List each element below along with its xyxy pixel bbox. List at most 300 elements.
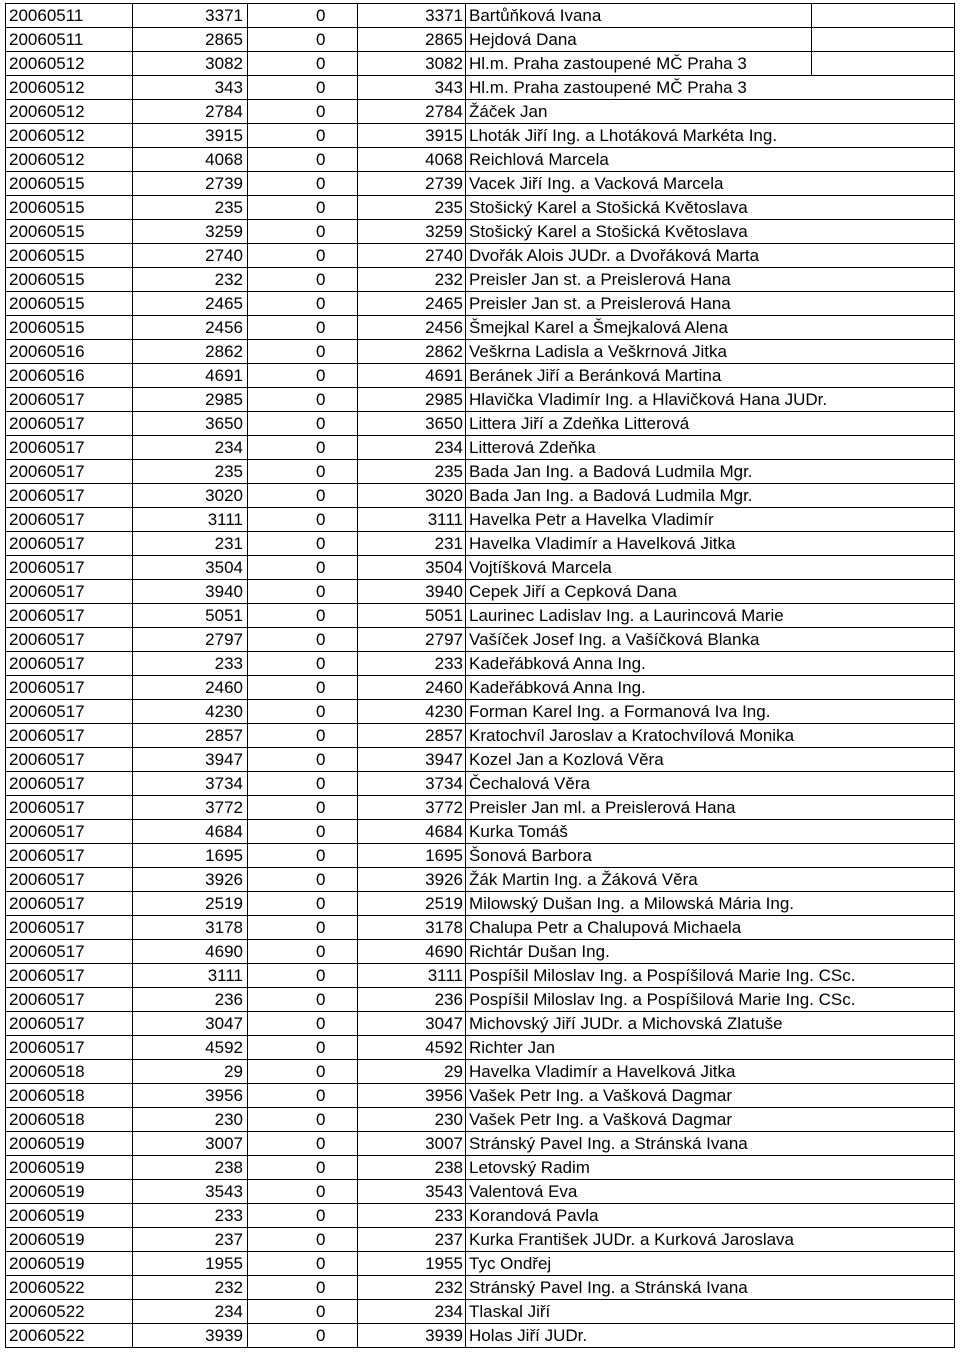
parcel-number-cell: 5051: [132, 604, 247, 627]
zero-value-cell: 0: [247, 124, 357, 147]
zero-value-cell: 0: [247, 556, 357, 579]
zero-value-cell: 0: [247, 868, 357, 891]
parcel-number-cell: 231: [132, 532, 247, 555]
table-row: [5, 1012, 955, 1036]
table-row: [5, 916, 955, 940]
parcel-number-cell: 3047: [132, 1012, 247, 1035]
parcel-number-repeat-cell: 236: [357, 988, 465, 1011]
parcel-number-repeat-cell: 5051: [357, 604, 465, 627]
parcel-number-cell: 3926: [132, 868, 247, 891]
date-cell: 20060517: [5, 436, 132, 459]
table-row: [5, 1132, 955, 1156]
table-row: [5, 316, 955, 340]
date-cell: 20060517: [5, 484, 132, 507]
zero-value-cell: 0: [247, 1060, 357, 1083]
parcel-number-repeat-cell: 3543: [357, 1180, 465, 1203]
zero-value-cell: 0: [247, 316, 357, 339]
table-row: [5, 1036, 955, 1060]
owner-name-cell: Littera Jiří a Zdeňka Litterová: [465, 412, 955, 435]
parcel-number-repeat-cell: 3947: [357, 748, 465, 771]
parcel-number-cell: 3734: [132, 772, 247, 795]
table-row: [5, 508, 955, 532]
zero-value-cell: 0: [247, 988, 357, 1011]
parcel-number-cell: 230: [132, 1108, 247, 1131]
zero-value-cell: 0: [247, 1132, 357, 1155]
parcel-number-repeat-cell: 2739: [357, 172, 465, 195]
table-row: [5, 388, 955, 412]
parcel-number-repeat-cell: 3956: [357, 1084, 465, 1107]
parcel-number-cell: 3940: [132, 580, 247, 603]
zero-value-cell: 0: [247, 100, 357, 123]
owner-name-cell: Dvořák Alois JUDr. a Dvořáková Marta: [465, 244, 955, 267]
parcel-number-repeat-cell: 3047: [357, 1012, 465, 1035]
date-cell: 20060516: [5, 364, 132, 387]
date-cell: 20060519: [5, 1228, 132, 1251]
table-row: [5, 940, 955, 964]
parcel-number-repeat-cell: 3940: [357, 580, 465, 603]
owner-name-cell: Reichlová Marcela: [465, 148, 955, 171]
table-row: [5, 4, 955, 28]
date-cell: 20060519: [5, 1180, 132, 1203]
zero-value-cell: 0: [247, 676, 357, 699]
owner-name-cell: Hl.m. Praha zastoupené MČ Praha 3: [465, 76, 955, 99]
table-row: [5, 1276, 955, 1300]
parcel-number-repeat-cell: 2857: [357, 724, 465, 747]
parcel-number-repeat-cell: 230: [357, 1108, 465, 1131]
parcel-number-cell: 3259: [132, 220, 247, 243]
table-row: [5, 1084, 955, 1108]
zero-value-cell: 0: [247, 892, 357, 915]
parcel-number-cell: 233: [132, 1204, 247, 1227]
parcel-number-cell: 4690: [132, 940, 247, 963]
table-row: [5, 412, 955, 436]
table-row: [5, 844, 955, 868]
date-cell: 20060519: [5, 1204, 132, 1227]
parcel-number-cell: 3947: [132, 748, 247, 771]
parcel-number-repeat-cell: 2740: [357, 244, 465, 267]
zero-value-cell: 0: [247, 652, 357, 675]
parcel-number-cell: 4684: [132, 820, 247, 843]
parcel-number-repeat-cell: 234: [357, 436, 465, 459]
owner-name-cell: Beránek Jiří a Beránková Martina: [465, 364, 955, 387]
parcel-number-repeat-cell: 3111: [357, 964, 465, 987]
table-row: [5, 124, 955, 148]
date-cell: 20060517: [5, 748, 132, 771]
owner-name-cell: Stošický Karel a Stošická Květoslava: [465, 196, 955, 219]
date-cell: 20060517: [5, 796, 132, 819]
zero-value-cell: 0: [247, 724, 357, 747]
owner-name-cell: Preisler Jan ml. a Preislerová Hana: [465, 796, 955, 819]
date-cell: 20060512: [5, 100, 132, 123]
parcel-number-repeat-cell: 3734: [357, 772, 465, 795]
owner-name-cell: Kadeřábková Anna Ing.: [465, 652, 955, 675]
owner-name-cell: Stránský Pavel Ing. a Stránská Ivana: [465, 1276, 955, 1299]
parcel-number-cell: 232: [132, 268, 247, 291]
zero-value-cell: 0: [247, 1204, 357, 1227]
owner-name-cell: Čechalová Věra: [465, 772, 955, 795]
table-row: [5, 820, 955, 844]
date-cell: 20060522: [5, 1300, 132, 1323]
owner-name-cell: Vašek Petr Ing. a Vašková Dagmar: [465, 1108, 955, 1131]
owner-name-cell: Žáček Jan: [465, 100, 955, 123]
owner-name-cell: Letovský Radim: [465, 1156, 955, 1179]
parcel-number-repeat-cell: 4592: [357, 1036, 465, 1059]
date-cell: 20060519: [5, 1156, 132, 1179]
table-row: [5, 988, 955, 1012]
parcel-number-repeat-cell: 1955: [357, 1252, 465, 1275]
parcel-number-repeat-cell: 4068: [357, 148, 465, 171]
parcel-number-repeat-cell: 3926: [357, 868, 465, 891]
date-cell: 20060516: [5, 340, 132, 363]
table-row: [5, 52, 955, 76]
zero-value-cell: 0: [247, 1084, 357, 1107]
parcel-number-repeat-cell: 29: [357, 1060, 465, 1083]
zero-value-cell: 0: [247, 796, 357, 819]
owner-name-cell: Vojtíšková Marcela: [465, 556, 955, 579]
table-row: [5, 1252, 955, 1276]
owner-name-cell: Forman Karel Ing. a Formanová Iva Ing.: [465, 700, 955, 723]
owner-name-cell: Bartůňková Ivana: [465, 4, 955, 27]
date-cell: 20060517: [5, 988, 132, 1011]
date-cell: 20060517: [5, 604, 132, 627]
table-row: [5, 868, 955, 892]
parcel-number-repeat-cell: 233: [357, 1204, 465, 1227]
parcel-number-cell: 235: [132, 460, 247, 483]
parcel-number-cell: 2862: [132, 340, 247, 363]
date-cell: 20060517: [5, 844, 132, 867]
parcel-number-repeat-cell: 232: [357, 1276, 465, 1299]
owner-name-cell: Havelka Vladimír a Havelková Jitka: [465, 1060, 955, 1083]
date-cell: 20060517: [5, 868, 132, 891]
column-tick: [811, 52, 812, 75]
owner-name-cell: Richter Jan: [465, 1036, 955, 1059]
owner-name-cell: Tlaskal Jiří: [465, 1300, 955, 1323]
parcel-number-cell: 3007: [132, 1132, 247, 1155]
parcel-number-repeat-cell: 2465: [357, 292, 465, 315]
table-row: [5, 772, 955, 796]
zero-value-cell: 0: [247, 268, 357, 291]
date-cell: 20060512: [5, 124, 132, 147]
zero-value-cell: 0: [247, 172, 357, 195]
parcel-number-repeat-cell: 3772: [357, 796, 465, 819]
zero-value-cell: 0: [247, 244, 357, 267]
zero-value-cell: 0: [247, 76, 357, 99]
parcel-number-cell: 4592: [132, 1036, 247, 1059]
parcel-number-cell: 29: [132, 1060, 247, 1083]
date-cell: 20060515: [5, 172, 132, 195]
parcel-number-repeat-cell: 1695: [357, 844, 465, 867]
table-row: [5, 460, 955, 484]
date-cell: 20060519: [5, 1132, 132, 1155]
owner-name-cell: Hl.m. Praha zastoupené MČ Praha 3: [465, 52, 955, 75]
table-row: [5, 196, 955, 220]
zero-value-cell: 0: [247, 1300, 357, 1323]
parcel-number-cell: 238: [132, 1156, 247, 1179]
date-cell: 20060511: [5, 28, 132, 51]
parcel-number-cell: 3543: [132, 1180, 247, 1203]
owner-name-cell: Vacek Jiří Ing. a Vacková Marcela: [465, 172, 955, 195]
parcel-number-repeat-cell: 231: [357, 532, 465, 555]
date-cell: 20060515: [5, 292, 132, 315]
table-row: [5, 436, 955, 460]
parcel-number-repeat-cell: 235: [357, 460, 465, 483]
owner-name-cell: Žák Martin Ing. a Žáková Věra: [465, 868, 955, 891]
zero-value-cell: 0: [247, 1156, 357, 1179]
parcel-number-repeat-cell: 3259: [357, 220, 465, 243]
parcel-number-repeat-cell: 4690: [357, 940, 465, 963]
parcel-number-cell: 2865: [132, 28, 247, 51]
table-row: [5, 1108, 955, 1132]
owner-name-cell: Cepek Jiří a Cepková Dana: [465, 580, 955, 603]
owner-name-cell: Laurinec Ladislav Ing. a Laurincová Marie: [465, 604, 955, 627]
parcel-number-repeat-cell: 232: [357, 268, 465, 291]
date-cell: 20060517: [5, 556, 132, 579]
parcel-number-cell: 2784: [132, 100, 247, 123]
zero-value-cell: 0: [247, 532, 357, 555]
date-cell: 20060517: [5, 700, 132, 723]
zero-value-cell: 0: [247, 1276, 357, 1299]
parcel-number-repeat-cell: 2862: [357, 340, 465, 363]
date-cell: 20060517: [5, 724, 132, 747]
table-row: [5, 532, 955, 556]
owner-name-cell: Preisler Jan st. a Preislerová Hana: [465, 292, 955, 315]
parcel-number-cell: 1695: [132, 844, 247, 867]
records-table: [5, 3, 955, 1348]
parcel-number-cell: 2456: [132, 316, 247, 339]
parcel-number-repeat-cell: 3915: [357, 124, 465, 147]
column-tick: [811, 4, 812, 27]
owner-name-cell: Kratochvíl Jaroslav a Kratochvílová Monika: [465, 724, 955, 747]
date-cell: 20060522: [5, 1324, 132, 1347]
zero-value-cell: 0: [247, 940, 357, 963]
table-row: [5, 628, 955, 652]
date-cell: 20060517: [5, 580, 132, 603]
table-row: [5, 484, 955, 508]
zero-value-cell: 0: [247, 340, 357, 363]
parcel-number-repeat-cell: 3020: [357, 484, 465, 507]
owner-name-cell: Valentová Eva: [465, 1180, 955, 1203]
parcel-number-cell: 2739: [132, 172, 247, 195]
zero-value-cell: 0: [247, 52, 357, 75]
zero-value-cell: 0: [247, 628, 357, 651]
parcel-number-repeat-cell: 2519: [357, 892, 465, 915]
parcel-number-repeat-cell: 2985: [357, 388, 465, 411]
date-cell: 20060517: [5, 388, 132, 411]
table-row: [5, 28, 955, 52]
zero-value-cell: 0: [247, 196, 357, 219]
parcel-number-repeat-cell: 238: [357, 1156, 465, 1179]
owner-name-cell: Bada Jan Ing. a Badová Ludmila Mgr.: [465, 460, 955, 483]
table-row: [5, 340, 955, 364]
parcel-number-repeat-cell: 237: [357, 1228, 465, 1251]
date-cell: 20060517: [5, 940, 132, 963]
date-cell: 20060517: [5, 892, 132, 915]
table-row: [5, 556, 955, 580]
date-cell: 20060512: [5, 76, 132, 99]
parcel-number-repeat-cell: 3111: [357, 508, 465, 531]
parcel-number-repeat-cell: 3178: [357, 916, 465, 939]
zero-value-cell: 0: [247, 1036, 357, 1059]
table-row: [5, 100, 955, 124]
parcel-number-repeat-cell: 235: [357, 196, 465, 219]
owner-name-cell: Stošický Karel a Stošická Květoslava: [465, 220, 955, 243]
parcel-number-cell: 343: [132, 76, 247, 99]
owner-name-cell: Chalupa Petr a Chalupová Michaela: [465, 916, 955, 939]
parcel-number-cell: 234: [132, 436, 247, 459]
owner-name-cell: Lhoták Jiří Ing. a Lhotáková Markéta Ing.: [465, 124, 955, 147]
table-row: [5, 700, 955, 724]
parcel-number-repeat-cell: 233: [357, 652, 465, 675]
parcel-number-cell: 3504: [132, 556, 247, 579]
parcel-number-cell: 3020: [132, 484, 247, 507]
owner-name-cell: Kozel Jan a Kozlová Věra: [465, 748, 955, 771]
zero-value-cell: 0: [247, 148, 357, 171]
owner-name-cell: Tyc Ondřej: [465, 1252, 955, 1275]
zero-value-cell: 0: [247, 1012, 357, 1035]
zero-value-cell: 0: [247, 1252, 357, 1275]
table-row: [5, 796, 955, 820]
zero-value-cell: 0: [247, 508, 357, 531]
date-cell: 20060511: [5, 4, 132, 27]
date-cell: 20060517: [5, 412, 132, 435]
table-row: [5, 1228, 955, 1252]
owner-name-cell: Bada Jan Ing. a Badová Ludmila Mgr.: [465, 484, 955, 507]
owner-name-cell: Michovský Jiří JUDr. a Michovská Zlatuše: [465, 1012, 955, 1035]
owner-name-cell: Havelka Petr a Havelka Vladimír: [465, 508, 955, 531]
table-row: [5, 1324, 955, 1348]
owner-name-cell: Kurka František JUDr. a Kurková Jaroslava: [465, 1228, 955, 1251]
owner-name-cell: Vašek Petr Ing. a Vašková Dagmar: [465, 1084, 955, 1107]
zero-value-cell: 0: [247, 820, 357, 843]
zero-value-cell: 0: [247, 916, 357, 939]
parcel-number-cell: 236: [132, 988, 247, 1011]
zero-value-cell: 0: [247, 1228, 357, 1251]
owner-name-cell: Korandová Pavla: [465, 1204, 955, 1227]
table-row: [5, 220, 955, 244]
date-cell: 20060515: [5, 316, 132, 339]
owner-name-cell: Havelka Vladimír a Havelková Jitka: [465, 532, 955, 555]
zero-value-cell: 0: [247, 748, 357, 771]
date-cell: 20060517: [5, 1036, 132, 1059]
zero-value-cell: 0: [247, 460, 357, 483]
zero-value-cell: 0: [247, 580, 357, 603]
owner-name-cell: Vašíček Josef Ing. a Vašíčková Blanka: [465, 628, 955, 651]
date-cell: 20060517: [5, 508, 132, 531]
date-cell: 20060519: [5, 1252, 132, 1275]
date-cell: 20060522: [5, 1276, 132, 1299]
parcel-number-cell: 233: [132, 652, 247, 675]
zero-value-cell: 0: [247, 1180, 357, 1203]
parcel-number-repeat-cell: 4691: [357, 364, 465, 387]
parcel-number-cell: 2797: [132, 628, 247, 651]
zero-value-cell: 0: [247, 772, 357, 795]
date-cell: 20060518: [5, 1084, 132, 1107]
owner-name-cell: Veškrna Ladisla a Veškrnová Jitka: [465, 340, 955, 363]
zero-value-cell: 0: [247, 964, 357, 987]
parcel-number-cell: 3111: [132, 964, 247, 987]
table-row: [5, 1156, 955, 1180]
parcel-number-cell: 235: [132, 196, 247, 219]
parcel-number-cell: 3939: [132, 1324, 247, 1347]
parcel-number-repeat-cell: 2784: [357, 100, 465, 123]
parcel-number-cell: 2985: [132, 388, 247, 411]
date-cell: 20060518: [5, 1060, 132, 1083]
parcel-number-cell: 234: [132, 1300, 247, 1323]
date-cell: 20060517: [5, 628, 132, 651]
table-row: [5, 76, 955, 100]
table-row: [5, 580, 955, 604]
owner-name-cell: Hlavička Vladimír Ing. a Hlavičková Hana JUDr.: [465, 388, 955, 411]
zero-value-cell: 0: [247, 292, 357, 315]
date-cell: 20060517: [5, 1012, 132, 1035]
owner-name-cell: Preisler Jan st. a Preislerová Hana: [465, 268, 955, 291]
column-tick: [811, 28, 812, 51]
table-row: [5, 1060, 955, 1084]
parcel-number-cell: 1955: [132, 1252, 247, 1275]
date-cell: 20060515: [5, 244, 132, 267]
zero-value-cell: 0: [247, 844, 357, 867]
zero-value-cell: 0: [247, 1324, 357, 1347]
table-row: [5, 724, 955, 748]
date-cell: 20060518: [5, 1108, 132, 1131]
table-row: [5, 148, 955, 172]
date-cell: 20060515: [5, 220, 132, 243]
date-cell: 20060515: [5, 268, 132, 291]
parcel-number-cell: 2460: [132, 676, 247, 699]
date-cell: 20060515: [5, 196, 132, 219]
parcel-number-cell: 3915: [132, 124, 247, 147]
parcel-number-repeat-cell: 343: [357, 76, 465, 99]
owner-name-cell: Richtár Dušan Ing.: [465, 940, 955, 963]
parcel-number-cell: 2465: [132, 292, 247, 315]
table-row: [5, 292, 955, 316]
parcel-number-cell: 3650: [132, 412, 247, 435]
owner-name-cell: Kadeřábková Anna Ing.: [465, 676, 955, 699]
zero-value-cell: 0: [247, 364, 357, 387]
table-row: [5, 1300, 955, 1324]
date-cell: 20060517: [5, 772, 132, 795]
owner-name-cell: Stránský Pavel Ing. a Stránská Ivana: [465, 1132, 955, 1155]
zero-value-cell: 0: [247, 484, 357, 507]
table-row: [5, 892, 955, 916]
zero-value-cell: 0: [247, 4, 357, 27]
parcel-number-repeat-cell: 3939: [357, 1324, 465, 1347]
owner-name-cell: Kurka Tomáš: [465, 820, 955, 843]
owner-name-cell: Pospíšil Miloslav Ing. a Pospíšilová Marie Ing. CSc.: [465, 964, 955, 987]
date-cell: 20060517: [5, 652, 132, 675]
parcel-number-repeat-cell: 3082: [357, 52, 465, 75]
parcel-number-repeat-cell: 4230: [357, 700, 465, 723]
owner-name-cell: Hejdová Dana: [465, 28, 955, 51]
parcel-number-cell: 3371: [132, 4, 247, 27]
table-row: [5, 364, 955, 388]
date-cell: 20060517: [5, 820, 132, 843]
parcel-number-cell: 2857: [132, 724, 247, 747]
table-row: [5, 652, 955, 676]
table-row: [5, 676, 955, 700]
parcel-number-cell: 3178: [132, 916, 247, 939]
owner-name-cell: Milowský Dušan Ing. a Milowská Mária Ing.: [465, 892, 955, 915]
date-cell: 20060517: [5, 532, 132, 555]
parcel-number-cell: 3111: [132, 508, 247, 531]
owner-name-cell: Holas Jiří JUDr.: [465, 1324, 955, 1347]
zero-value-cell: 0: [247, 604, 357, 627]
parcel-number-cell: 4230: [132, 700, 247, 723]
table-row: [5, 268, 955, 292]
parcel-number-repeat-cell: 3650: [357, 412, 465, 435]
parcel-number-repeat-cell: 2460: [357, 676, 465, 699]
date-cell: 20060512: [5, 52, 132, 75]
